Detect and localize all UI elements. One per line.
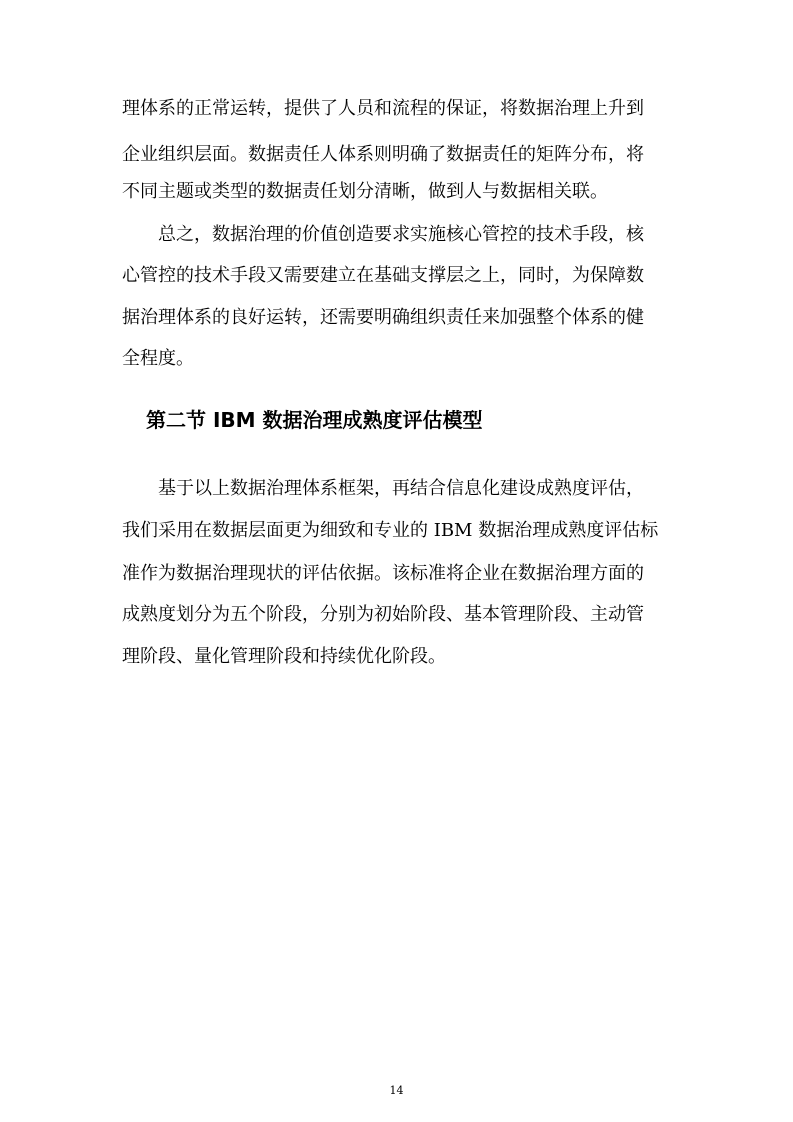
section-heading: 第二节 IBM 数据治理成熟度评估模型 bbox=[146, 408, 483, 432]
page-number: 14 bbox=[389, 1084, 404, 1097]
paragraph-2-line-1: 总之，数据治理的价值创造要求实施核心管控的技术手段，核 bbox=[158, 224, 644, 245]
paragraph-2-line-3: 据治理体系的良好运转，还需要明确组织责任来加强整个体系的健 bbox=[122, 307, 644, 328]
paragraph-3-line-5: 理阶段、量化管理阶段和持续优化阶段。 bbox=[122, 646, 446, 667]
paragraph-3-line-4: 成熟度划分为五个阶段，分别为初始阶段、基本管理阶段、主动管 bbox=[122, 604, 644, 625]
paragraph-3-line-1: 基于以上数据治理体系框架，再结合信息化建设成熟度评估， bbox=[158, 478, 644, 499]
paragraph-3-line-3: 准作为数据治理现状的评估依据。该标准将企业在数据治理方面的 bbox=[122, 563, 644, 584]
paragraph-1-line-1: 理体系的正常运转，提供了人员和流程的保证，将数据治理上升到 bbox=[122, 98, 644, 119]
paragraph-2-line-4: 全程度。 bbox=[122, 348, 194, 369]
paragraph-3-line-2: 我们采用在数据层面更为细致和专业的 IBM 数据治理成熟度评估标 bbox=[122, 520, 659, 541]
paragraph-1-line-3: 不同主题或类型的数据责任划分清晰，做到人与数据相关联。 bbox=[122, 181, 608, 202]
paragraph-2-line-2: 心管控的技术手段又需要建立在基础支撑层之上，同时，为保障数 bbox=[122, 265, 644, 286]
paragraph-1-line-2: 企业组织层面。数据责任人体系则明确了数据责任的矩阵分布，将 bbox=[122, 144, 644, 165]
